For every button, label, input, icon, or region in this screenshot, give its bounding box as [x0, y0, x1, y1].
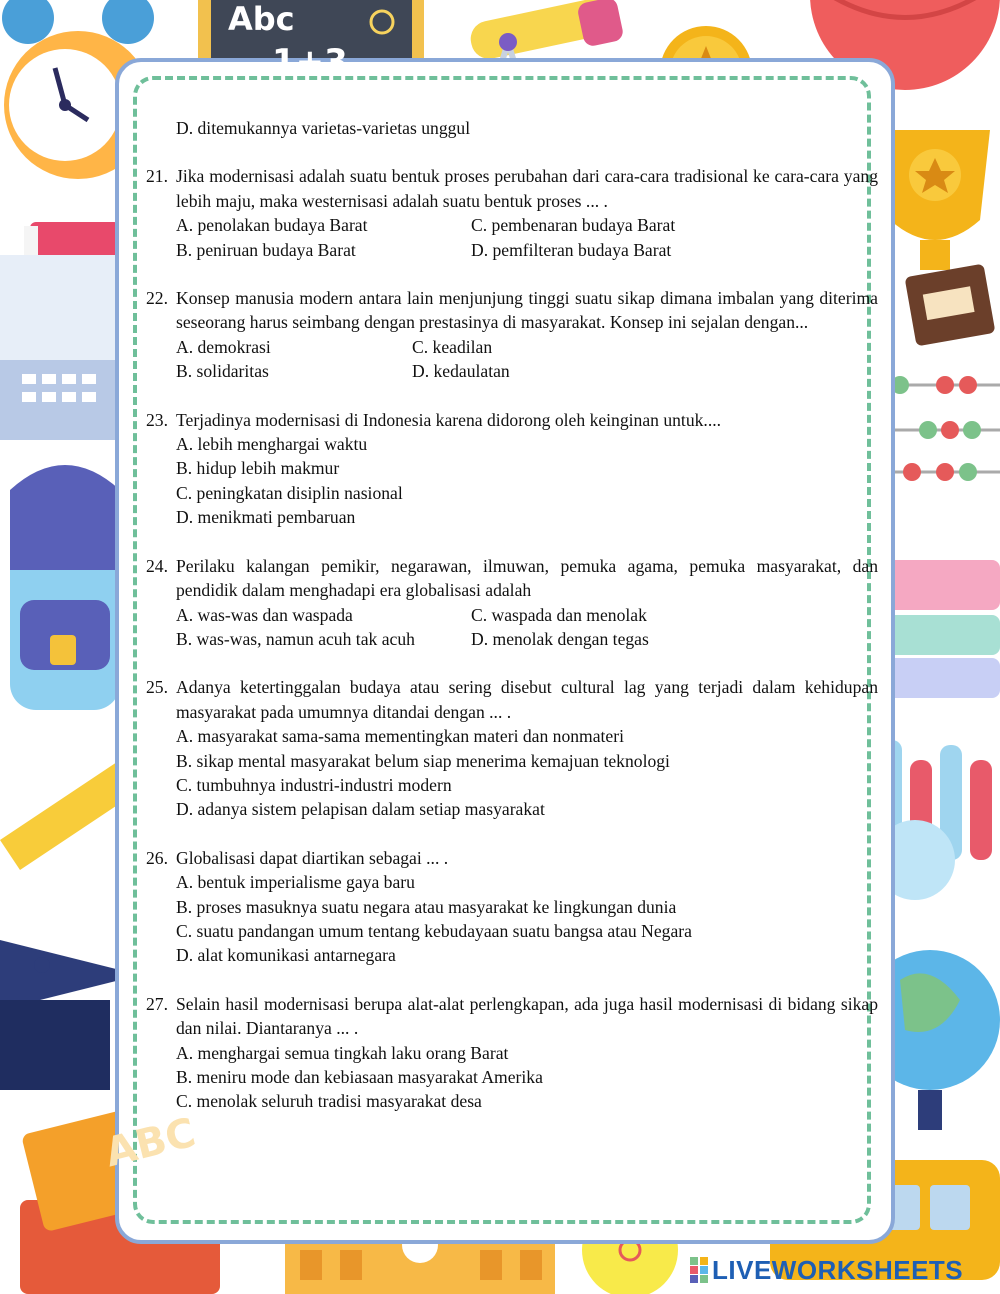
- question-21: [146, 164, 878, 262]
- answer-options: [176, 870, 878, 968]
- question-text: Selain hasil modernisasi berupa alat-alat perlengkapan, ada juga hasil modernisasi di bidang sikap dan nilai. Diantaranya ... .: [176, 993, 878, 1039]
- option-b[interactable]: B. proses masuknya suatu negara atau masyarakat ke lingkungan dunia: [176, 896, 677, 917]
- option-d[interactable]: D. alat komunikasi antarnegara: [176, 945, 396, 966]
- option-d[interactable]: D. adanya sistem pelapisan dalam setiap masyarakat: [176, 799, 545, 820]
- question-27: [146, 992, 878, 1114]
- answer-options: [176, 1041, 878, 1114]
- question-number: 27.: [146, 993, 168, 1014]
- answer-options: [176, 724, 878, 822]
- carryover-option-d[interactable]: D. ditemukannya varietas-varietas unggul: [176, 118, 471, 138]
- option-b[interactable]: B. meniru mode dan kebiasaan masyarakat Amerika: [176, 1067, 543, 1087]
- option-a[interactable]: A. demokrasi: [176, 336, 271, 357]
- question-number: 24.: [146, 555, 168, 576]
- option-a[interactable]: A. lebih menghargai waktu: [176, 434, 368, 455]
- question-text: Konsep manusia modern antara lain menjunjung tinggi suatu sikap dimana imbalan yang diterima seseorang harus seimbang dengan prestasinya di masyarakat. Konsep ini sejalan dengan...: [176, 288, 878, 333]
- backpack-icon: [10, 465, 120, 710]
- answer-options: [176, 432, 878, 530]
- option-d[interactable]: D. pemfilteran budaya Barat: [471, 239, 672, 260]
- question-number: 22.: [146, 288, 168, 309]
- question-text: Adanya ketertinggalan budaya atau sering disebut cultural lag yang terjadi dalam kehidupan masyarakat pada umumnya ditandai dengan ... .: [176, 677, 878, 722]
- question-text: Perilaku kalangan pemikir, negarawan, ilmuwan, pemuka agama, pemuka masyarakat, dan pendidik dalam menghadapi era globalisasi adalah: [176, 555, 878, 601]
- option-a[interactable]: A. bentuk imperialisme gaya baru: [176, 872, 415, 893]
- question-number: 21.: [146, 166, 168, 187]
- answer-options: [176, 335, 878, 384]
- chalkboard-text-abc: Abc: [228, 0, 295, 38]
- option-b[interactable]: B. solidaritas: [176, 361, 269, 382]
- option-a[interactable]: A. masyarakat sama-sama mementingkan materi dan nonmateri: [176, 726, 624, 747]
- option-b[interactable]: B. sikap mental masyarakat belum siap menerima kemajuan teknologi: [176, 750, 670, 771]
- question-text: Globalisasi dapat diartikan sebagai ... .: [176, 847, 449, 868]
- question-26: [146, 846, 878, 968]
- question-number: 25.: [146, 677, 168, 698]
- liveworksheets-logo-text: LIVEWORKSHEETS: [712, 1254, 964, 1285]
- question-24: [146, 554, 878, 652]
- liveworksheets-logo[interactable]: [690, 1255, 963, 1285]
- question-text: Terjadinya modernisasi di Indonesia karena didorong oleh keinginan untuk....: [176, 409, 722, 430]
- option-d[interactable]: D. kedaulatan: [412, 361, 510, 382]
- book-cover-text: ABC: [100, 1109, 201, 1177]
- answer-options: [176, 603, 878, 652]
- question-text: Jika modernisasi adalah suatu bentuk proses perubahan dari cara-cara tradisional ke cara-cara yang lebih maju, maka westernisasi adalah suatu bentuk proses ... .: [176, 166, 878, 211]
- option-c[interactable]: C. tumbuhnya industri-industri modern: [176, 774, 452, 795]
- option-d[interactable]: D. menolak dengan tegas: [471, 628, 649, 649]
- trophy-icon: [880, 130, 995, 346]
- question-25: [146, 675, 878, 821]
- option-b[interactable]: B. was-was, namun acuh tak acuh: [176, 628, 415, 649]
- liveworksheets-mark-icon: [690, 1257, 708, 1283]
- worksheet-content: [146, 116, 878, 1138]
- option-c[interactable]: C. suatu pandangan umum tentang kebudayaan suatu bangsa atau Negara: [176, 920, 692, 941]
- question-number: 23.: [146, 409, 168, 430]
- option-a[interactable]: A. was-was dan waspada: [176, 604, 353, 625]
- chalkboard-text-sum: 1+3: [272, 42, 348, 82]
- option-c[interactable]: C. menolak seluruh tradisi masyarakat desa: [176, 1091, 482, 1112]
- option-a[interactable]: A. menghargai semua tingkah laku orang Barat: [176, 1042, 509, 1063]
- option-c[interactable]: C. waspada dan menolak: [471, 604, 647, 625]
- question-22: [146, 286, 878, 384]
- option-b[interactable]: B. hidup lebih makmur: [176, 458, 340, 479]
- option-d[interactable]: D. menikmati pembaruan: [176, 507, 356, 528]
- laptop-icon: [0, 255, 120, 440]
- option-b[interactable]: B. peniruan budaya Barat: [176, 239, 356, 260]
- option-c[interactable]: C. keadilan: [412, 336, 493, 357]
- question-number: 26.: [146, 847, 168, 868]
- abacus-icon: [878, 362, 1000, 512]
- answer-options: [176, 213, 878, 262]
- option-a[interactable]: A. penolakan budaya Barat: [176, 215, 368, 236]
- question-23: [146, 408, 878, 530]
- option-c[interactable]: C. peningkatan disiplin nasional: [176, 482, 403, 503]
- option-c[interactable]: C. pembenaran budaya Barat: [471, 215, 676, 236]
